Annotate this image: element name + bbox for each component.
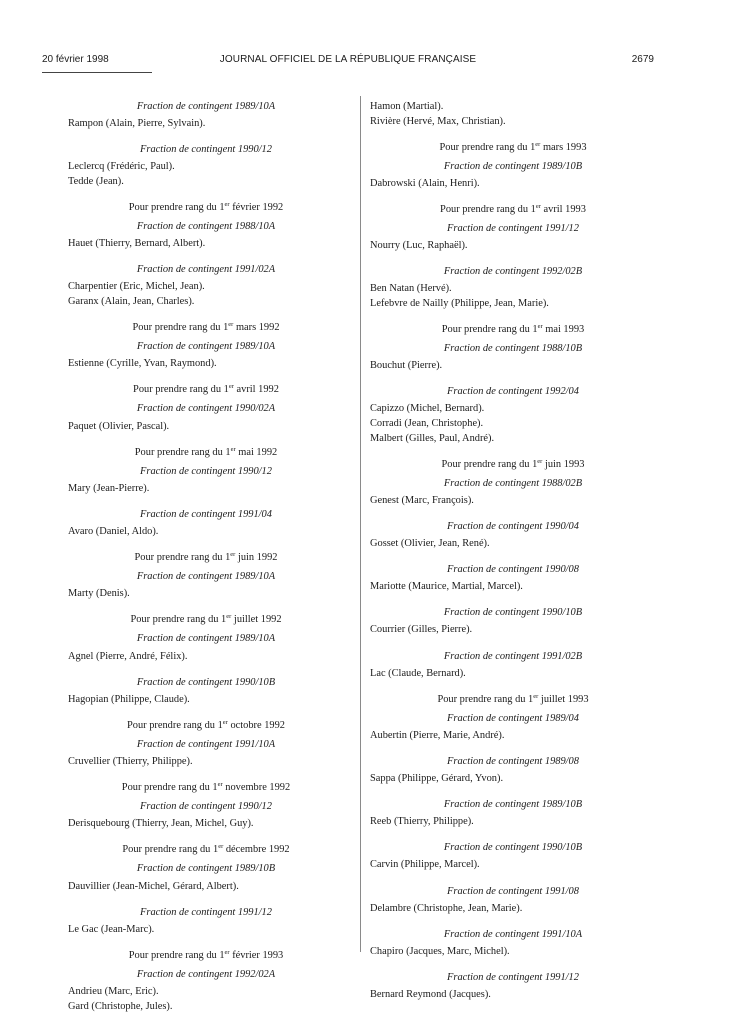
rank-date-heading	[68, 719, 344, 732]
entry-date: octobre 1992	[227, 719, 285, 731]
person-entry	[68, 420, 344, 433]
rank-date-heading	[370, 203, 656, 216]
entry-text: Fraction de contingent 1991/02A	[136, 264, 276, 276]
person-entry	[68, 1000, 344, 1013]
entry-text: Paquet (Olivier, Pascal).	[68, 420, 170, 432]
fraction-heading	[370, 477, 656, 490]
entry-text: Aubertin (Pierre, Marie, André).	[370, 729, 505, 741]
entry-date: décembre 1992	[223, 844, 290, 856]
fraction-heading	[68, 508, 344, 521]
entry-text: Carvin (Philippe, Marcel).	[370, 859, 480, 871]
fraction-heading	[370, 841, 656, 854]
entry-text: Fraction de contingent 1989/10A	[136, 571, 276, 583]
entry-text: Capizzo (Michel, Bernard).	[370, 403, 485, 415]
entry-date: mars 1992	[233, 322, 280, 334]
ordinal-suffix: er	[218, 843, 224, 851]
entry-text: Bernard Reymond (Jacques).	[370, 989, 491, 1001]
person-entry	[370, 297, 656, 310]
page-header	[42, 52, 654, 68]
rank-date-heading	[68, 949, 344, 962]
ordinal-suffix: er	[222, 718, 228, 726]
entry-text: Pour prendre rang du 1	[122, 844, 219, 856]
person-entry	[370, 580, 656, 593]
fraction-heading	[68, 968, 344, 981]
entry-text: Cruvellier (Thierry, Philippe).	[68, 756, 193, 767]
entry-text: Fraction de contingent 1991/02B	[443, 650, 583, 662]
entry-text: Garanx (Alain, Jean, Charles).	[68, 295, 195, 307]
person-entry	[370, 945, 656, 958]
entry-text: Gosset (Olivier, Jean, René).	[370, 538, 490, 550]
entry-text: Pour prendre rang du 1	[132, 322, 229, 334]
person-entry	[68, 117, 344, 130]
entry-text: Fraction de contingent 1991/12	[140, 906, 272, 918]
person-entry	[370, 494, 656, 507]
entry-text: Avaro (Daniel, Aldo).	[68, 525, 159, 537]
rank-date-heading	[370, 141, 656, 154]
entry-text: Malbert (Gilles, Paul, André).	[370, 432, 495, 444]
person-entry	[68, 280, 344, 293]
ordinal-suffix: er	[535, 140, 541, 148]
entry-text: Pour prendre rang du 1	[134, 446, 231, 458]
fraction-heading	[68, 263, 344, 276]
fraction-heading	[370, 606, 656, 619]
entry-text: Fraction de contingent 1989/04	[447, 712, 579, 724]
ordinal-suffix: er	[228, 383, 234, 391]
entry-date: avril 1992	[233, 384, 279, 396]
person-entry	[68, 482, 344, 495]
left-column	[68, 100, 344, 1013]
entry-text: Fraction de contingent 1990/10B	[443, 607, 583, 619]
entry-text: Nourry (Luc, Raphaël).	[370, 240, 468, 252]
person-entry	[370, 177, 656, 190]
fraction-heading	[68, 100, 344, 113]
fraction-heading	[370, 798, 656, 811]
rank-date-heading	[68, 613, 344, 626]
person-entry	[370, 417, 656, 430]
person-entry	[68, 357, 344, 370]
entry-text: Dauvillier (Jean-Michel, Gérard, Albert).	[68, 880, 239, 892]
fraction-heading	[68, 402, 344, 415]
fraction-heading	[68, 676, 344, 689]
person-entry	[68, 923, 344, 936]
entry-text: Pour prendre rang du 1	[133, 384, 229, 396]
entry-text: Reeb (Thierry, Philippe).	[370, 816, 474, 828]
entry-text: Genest (Marc, François).	[370, 494, 474, 506]
entry-text: Fraction de contingent 1991/08	[447, 885, 579, 897]
entry-date: juin 1992	[235, 552, 278, 564]
fraction-heading	[68, 738, 344, 751]
entry-text: Charpentier (Eric, Michel, Jean).	[68, 281, 205, 293]
entry-text: Fraction de contingent 1991/04	[140, 508, 272, 520]
entry-text: Lac (Claude, Bernard).	[370, 667, 466, 679]
rank-date-heading	[68, 201, 344, 214]
entry-text: Estienne (Cyrille, Yvan, Raymond).	[68, 358, 217, 370]
fraction-heading	[370, 885, 656, 898]
fraction-heading	[68, 340, 344, 353]
entry-text: Rivière (Hervé, Max, Christian).	[370, 115, 506, 127]
person-entry	[370, 623, 656, 636]
entry-text: Agnel (Pierre, André, Félix).	[68, 650, 188, 662]
entry-text: Fraction de contingent 1989/08	[447, 756, 579, 767]
entry-text: Fraction de contingent 1990/10B	[443, 842, 583, 854]
ordinal-suffix: er	[230, 551, 236, 559]
ordinal-suffix: er	[226, 613, 232, 621]
rank-date-heading	[68, 383, 344, 396]
entry-text: Sappa (Philippe, Gérard, Yvon).	[370, 773, 504, 785]
entry-text: Hauet (Thierry, Bernard, Albert).	[68, 238, 206, 250]
ordinal-suffix: er	[535, 202, 541, 210]
ordinal-suffix: er	[217, 781, 223, 789]
entry-text: Fraction de contingent 1988/02B	[443, 477, 583, 489]
rank-date-heading	[68, 446, 344, 459]
entry-text: Fraction de contingent 1991/12	[447, 971, 579, 983]
entry-text: Fraction de contingent 1990/12	[140, 801, 272, 813]
entry-text: Fraction de contingent 1990/10B	[136, 676, 276, 688]
journal-title: JOURNAL OFFICIEL DE LA RÉPUBLIQUE FRANÇAISE	[219, 54, 477, 65]
person-entry	[370, 667, 656, 680]
page-number: 2679	[631, 54, 654, 65]
entry-text: Dabrowski (Alain, Henri).	[370, 177, 480, 189]
entry-text: Fraction de contingent 1990/12	[140, 144, 272, 156]
person-entry	[68, 295, 344, 308]
entry-text: Andrieu (Marc, Eric).	[68, 986, 159, 998]
issue-date: 20 février 1998	[42, 54, 109, 65]
entry-text: Tedde (Jean).	[68, 175, 124, 187]
fraction-heading	[68, 862, 344, 875]
entry-text: Fraction de contingent 1990/02A	[136, 403, 276, 415]
entry-text: Fraction de contingent 1991/12	[447, 223, 579, 235]
entry-text: Pour prendre rang du 1	[121, 782, 218, 794]
person-entry	[68, 693, 344, 706]
person-entry	[370, 282, 656, 295]
fraction-heading	[370, 928, 656, 941]
entry-text: Ben Natan (Hervé).	[370, 283, 452, 295]
fraction-heading	[370, 971, 656, 984]
entry-text: Fraction de contingent 1989/10B	[136, 863, 276, 875]
entry-text: Fraction de contingent 1992/04	[447, 386, 579, 398]
fraction-heading	[370, 385, 656, 398]
entry-text: Fraction de contingent 1988/10B	[443, 343, 583, 355]
fraction-heading	[370, 755, 656, 768]
fraction-heading	[370, 520, 656, 533]
entry-date: juin 1993	[542, 458, 585, 470]
person-entry	[68, 817, 344, 830]
person-entry	[370, 432, 656, 445]
ordinal-suffix: er	[537, 323, 543, 331]
person-entry	[68, 985, 344, 998]
fraction-heading	[68, 906, 344, 919]
entry-text: Bouchut (Pierre).	[370, 360, 443, 372]
person-entry	[370, 402, 656, 415]
entry-text: Mariotte (Maurice, Martial, Marcel).	[370, 581, 523, 593]
fraction-heading	[68, 800, 344, 813]
entry-text: Pour prendre rang du 1	[440, 203, 536, 215]
entry-date: juillet 1992	[231, 614, 282, 626]
person-entry	[370, 902, 656, 915]
entry-date: avril 1993	[540, 203, 586, 215]
entry-text: Fraction de contingent 1991/10A	[136, 738, 276, 750]
entry-text: Pour prendre rang du 1	[130, 614, 227, 626]
entry-text: Fraction de contingent 1990/12	[140, 465, 272, 477]
ordinal-suffix: er	[224, 948, 230, 956]
ordinal-suffix: er	[533, 692, 539, 700]
fraction-heading	[370, 160, 656, 173]
fraction-heading	[370, 342, 656, 355]
person-entry	[370, 815, 656, 828]
entry-text: Courrier (Gilles, Pierre).	[370, 624, 473, 636]
fraction-heading	[370, 650, 656, 663]
fraction-heading	[370, 265, 656, 278]
fraction-heading	[68, 632, 344, 645]
entry-text: Fraction de contingent 1990/04	[447, 520, 579, 532]
entry-text: Mary (Jean-Pierre).	[68, 482, 150, 494]
rank-date-heading	[68, 551, 344, 564]
column-divider	[360, 96, 361, 952]
fraction-heading	[68, 220, 344, 233]
rank-date-heading	[68, 843, 344, 856]
right-column	[370, 100, 656, 1001]
rank-date-heading	[370, 323, 656, 336]
entry-text: Derisquebourg (Thierry, Jean, Michel, Guy).	[68, 818, 254, 830]
entry-text: Fraction de contingent 1989/10A	[136, 101, 276, 112]
entry-date: juillet 1993	[538, 693, 589, 705]
entry-text: Pour prendre rang du 1	[441, 458, 538, 470]
person-entry	[68, 587, 344, 600]
entry-text: Hagopian (Philippe, Claude).	[68, 693, 190, 705]
person-entry	[370, 729, 656, 742]
person-entry	[370, 359, 656, 372]
entry-text: Pour prendre rang du 1	[134, 552, 231, 564]
entry-date: mai 1992	[235, 446, 278, 458]
person-entry	[370, 239, 656, 252]
entry-text: Pour prendre rang du 1	[128, 201, 225, 213]
entry-text: Pour prendre rang du 1	[439, 141, 536, 153]
rank-date-heading	[68, 781, 344, 794]
person-entry	[68, 755, 344, 768]
entry-text: Marty (Denis).	[68, 588, 130, 600]
fraction-heading	[68, 143, 344, 156]
entry-date: février 1993	[229, 949, 284, 961]
fraction-heading	[370, 563, 656, 576]
entry-text: Fraction de contingent 1989/10B	[443, 160, 583, 172]
header-rule	[42, 72, 152, 73]
entry-text: Corradi (Jean, Christophe).	[370, 418, 484, 429]
entry-date: mai 1993	[542, 324, 585, 336]
fraction-heading	[68, 570, 344, 583]
rank-date-heading	[68, 321, 344, 334]
fraction-heading	[68, 465, 344, 478]
entry-text: Gard (Christophe, Jules).	[68, 1000, 173, 1012]
person-entry	[370, 100, 656, 113]
person-entry	[370, 772, 656, 785]
person-entry	[68, 525, 344, 538]
ordinal-suffix: er	[224, 200, 230, 208]
rank-date-heading	[370, 693, 656, 706]
entry-text: Hamon (Martial).	[370, 101, 444, 112]
entry-date: novembre 1992	[222, 782, 291, 794]
entry-text: Fraction de contingent 1990/08	[447, 564, 579, 576]
entry-text: Pour prendre rang du 1	[126, 719, 223, 731]
entry-text: Rampon (Alain, Pierre, Sylvain).	[68, 118, 206, 130]
entry-text: Pour prendre rang du 1	[441, 324, 538, 336]
person-entry	[370, 115, 656, 128]
entry-date: février 1992	[229, 201, 284, 213]
entry-text: Fraction de contingent 1992/02A	[136, 968, 276, 980]
ordinal-suffix: er	[230, 445, 236, 453]
person-entry	[68, 237, 344, 250]
person-entry	[68, 175, 344, 188]
entry-text: Fraction de contingent 1992/02B	[443, 266, 583, 278]
ordinal-suffix: er	[537, 457, 543, 465]
fraction-heading	[370, 222, 656, 235]
entry-text: Fraction de contingent 1988/10A	[136, 221, 276, 233]
entry-text: Fraction de contingent 1989/10A	[136, 341, 276, 353]
entry-text: Fraction de contingent 1991/10A	[443, 928, 583, 940]
rank-date-heading	[370, 458, 656, 471]
person-entry	[68, 160, 344, 173]
entry-text: Chapiro (Jacques, Marc, Michel).	[370, 945, 510, 957]
entry-date: mars 1993	[540, 141, 587, 153]
entry-text: Delambre (Christophe, Jean, Marie).	[370, 902, 523, 914]
person-entry	[68, 880, 344, 893]
entry-text: Lefebvre de Nailly (Philippe, Jean, Marie).	[370, 297, 549, 309]
entry-text: Fraction de contingent 1989/10A	[136, 633, 276, 645]
ordinal-suffix: er	[228, 321, 234, 329]
entry-text: Fraction de contingent 1989/10B	[443, 799, 583, 811]
entry-text: Pour prendre rang du 1	[128, 949, 225, 961]
person-entry	[370, 537, 656, 550]
entry-text: Le Gac (Jean-Marc).	[68, 923, 155, 935]
entry-text: Pour prendre rang du 1	[437, 693, 534, 705]
person-entry	[68, 650, 344, 663]
entry-text: Leclercq (Frédéric, Paul).	[68, 161, 175, 173]
fraction-heading	[370, 712, 656, 725]
person-entry	[370, 858, 656, 871]
